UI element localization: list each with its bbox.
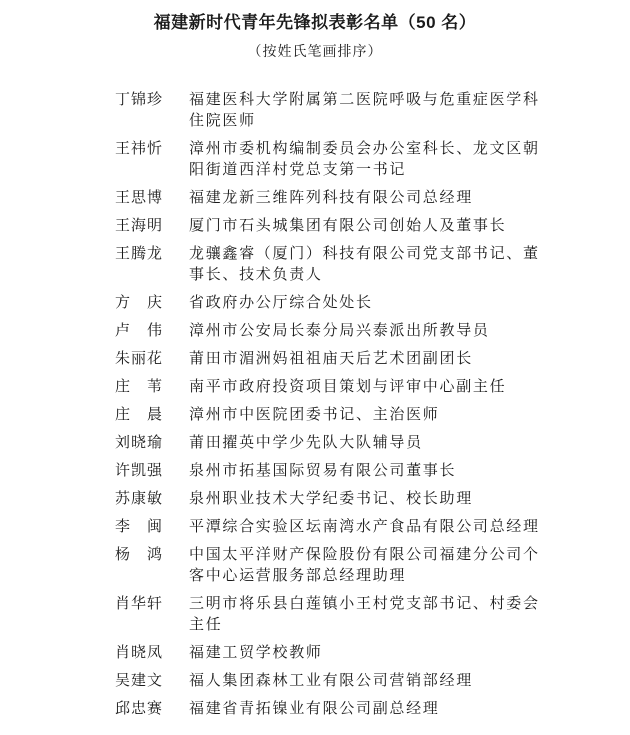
honoree-name: 丁锦珍	[115, 92, 164, 108]
honoree-title: 南平市政府投资项目策划与评审中心副主任	[189, 379, 507, 395]
page-subtitle: （按姓氏笔画排序）	[247, 45, 383, 60]
honoree-name: 王海明	[115, 218, 164, 234]
honoree-name: 邱忠赛	[115, 701, 164, 717]
honoree-name: 肖华轩	[115, 596, 164, 612]
list-item	[115, 461, 543, 482]
list-item	[115, 188, 543, 209]
honoree-title: 福建医科大学附属第二医院呼吸与危重症医学科住院医师	[189, 92, 540, 129]
list-item	[115, 594, 543, 636]
honoree-name: 王腾龙	[115, 246, 164, 262]
honoree-name: 卢 伟	[115, 323, 164, 339]
honoree-title: 福建龙新三维阵列科技有限公司总经理	[189, 190, 473, 206]
honoree-title: 莆田擢英中学少先队大队辅导员	[189, 435, 423, 451]
honoree-name: 庄 晨	[115, 407, 164, 423]
honoree-title: 厦门市石头城集团有限公司创始人及董事长	[189, 218, 507, 234]
honoree-name: 王祎忻	[115, 141, 164, 157]
honoree-name: 刘晓瑜	[115, 435, 164, 451]
list-item	[115, 293, 543, 314]
list-item	[115, 545, 543, 587]
honoree-name: 吴建文	[115, 673, 164, 689]
honoree-name: 肖晓凤	[115, 645, 164, 661]
list-item	[115, 489, 543, 510]
honoree-title: 福建工贸学校教师	[189, 645, 323, 661]
page-title: 福建新时代青年先锋拟表彰名单（50 名）	[153, 13, 477, 32]
honoree-title: 中国太平洋财产保险股份有限公司福建分公司个客中心运营服务部总经理助理	[189, 547, 540, 584]
honoree-name: 王思博	[115, 190, 164, 206]
list-item	[115, 244, 543, 286]
list-item	[115, 699, 543, 720]
honoree-title: 漳州市委机构编制委员会办公室科长、龙文区朝阳街道西洋村党总支第一书记	[189, 141, 540, 178]
honoree-name: 杨 鸿	[115, 547, 164, 563]
list-item	[115, 377, 543, 398]
honoree-name: 朱丽花	[115, 351, 164, 367]
honoree-title: 福人集团森林工业有限公司营销部经理	[189, 673, 473, 689]
honoree-title: 泉州职业技术大学纪委书记、校长助理	[189, 491, 473, 507]
honoree-title: 福建省青拓镍业有限公司副总经理	[189, 701, 440, 717]
honoree-list	[115, 90, 543, 720]
list-item	[115, 216, 543, 237]
list-item	[115, 517, 543, 538]
honoree-name: 许凯强	[115, 463, 164, 479]
honoree-name: 李 闽	[115, 519, 164, 535]
honoree-name: 方 庆	[115, 295, 164, 311]
list-item	[115, 349, 543, 370]
honoree-name: 苏康敏	[115, 491, 164, 507]
list-item	[115, 139, 543, 181]
honoree-title: 泉州市拓基国际贸易有限公司董事长	[189, 463, 457, 479]
list-item	[115, 321, 543, 342]
list-item	[115, 90, 543, 132]
honoree-title: 漳州市公安局长泰分局兴泰派出所教导员	[189, 323, 490, 339]
honoree-title: 省政府办公厅综合处处长	[189, 295, 373, 311]
honoree-title: 龙骧鑫睿（厦门）科技有限公司党支部书记、董事长、技术负责人	[189, 246, 540, 283]
list-item	[115, 433, 543, 454]
list-item	[115, 405, 543, 426]
list-item	[115, 643, 543, 664]
honoree-title: 莆田市湄洲妈祖祖庙天后艺术团副团长	[189, 351, 473, 367]
honoree-title: 平潭综合实验区坛南湾水产食品有限公司总经理	[189, 519, 540, 535]
list-item	[115, 671, 543, 692]
honoree-name: 庄 苇	[115, 379, 164, 395]
honoree-title: 漳州市中医院团委书记、主治医师	[189, 407, 440, 423]
honoree-title: 三明市将乐县白莲镇小王村党支部书记、村委会主任	[189, 596, 540, 633]
